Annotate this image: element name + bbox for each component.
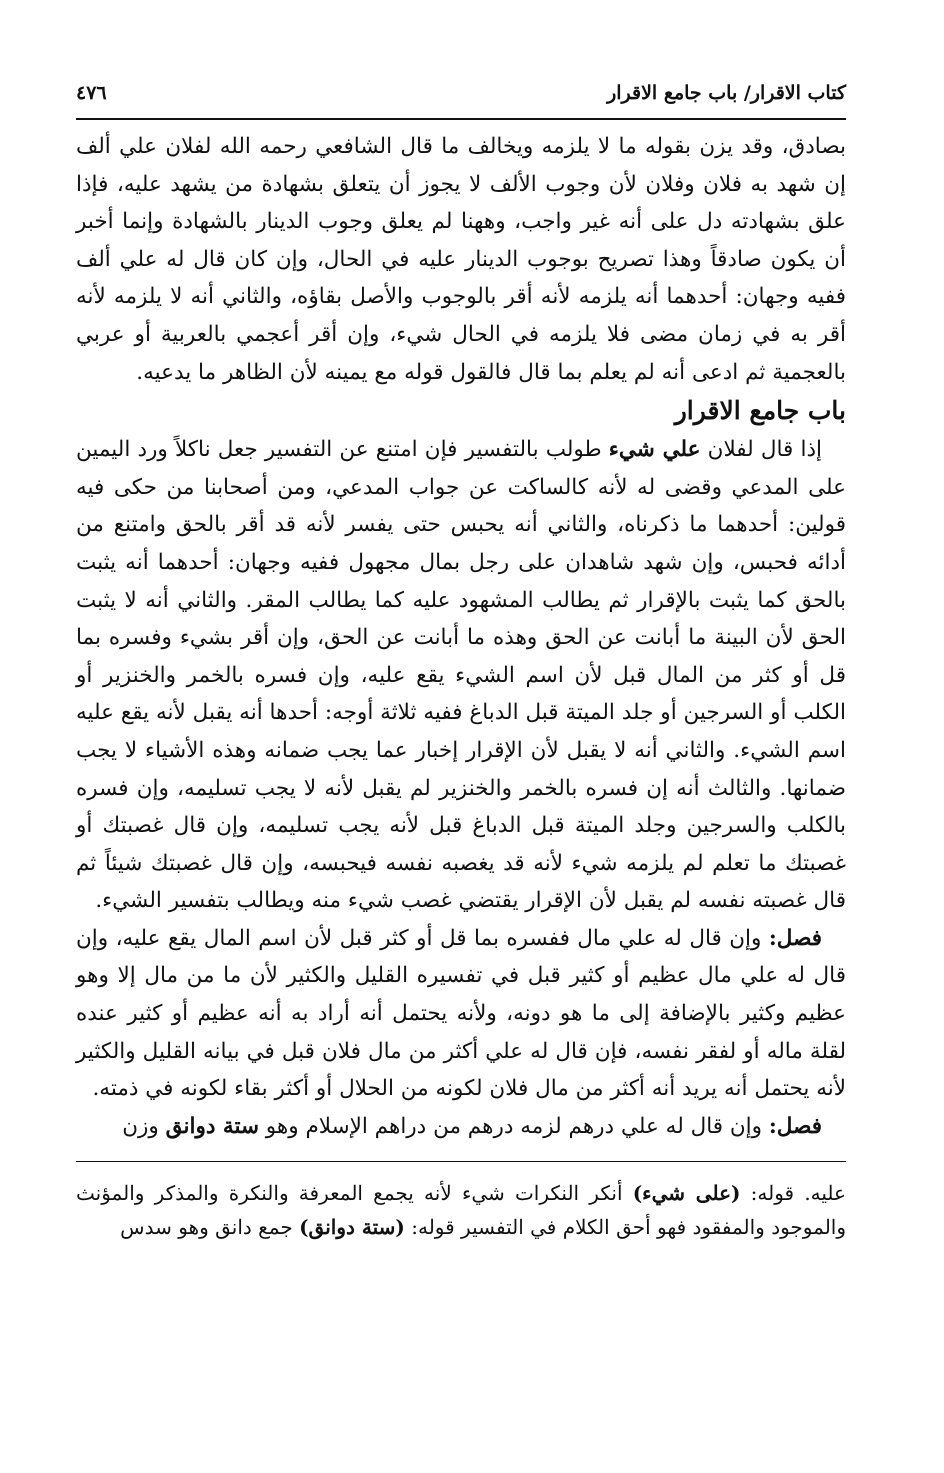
book-page bbox=[76, 82, 846, 1244]
fn-before: عليه. قوله: bbox=[740, 1181, 846, 1206]
fasl-paragraph-1 bbox=[76, 920, 846, 1108]
p3-keyword: ستة دوانق bbox=[165, 1113, 259, 1139]
chapter-title: باب جامع الاقرار bbox=[674, 396, 846, 426]
p1-before: إذا قال لفلان bbox=[700, 437, 822, 463]
p3-after: وزن bbox=[122, 1113, 166, 1139]
footnote-rule bbox=[76, 1161, 846, 1162]
running-title: كتاب الاقرار/ باب جامع الاقرار bbox=[607, 82, 846, 104]
chapter-paragraph-1 bbox=[76, 431, 846, 920]
fasl-paragraph-2 bbox=[76, 1108, 846, 1146]
fn-keyword-2: (ستة دوانق) bbox=[299, 1215, 405, 1240]
fasl-label-1: فصل: bbox=[768, 925, 822, 951]
p3-before: وإن قال له علي درهم لزمه درهم من دراهم الإسلام وهو bbox=[258, 1113, 769, 1139]
p1-after: طولب بالتفسير فإن امتنع عن التفسير جعل ناكلاً ورد اليمين على المدعي وقضى له لأنه كالساكت عن جواب المدعي، ومن أصحابنا من حكى فيه قولين: أحدهما ما ذكرناه، والثاني أنه يحبس حتى يفسر لأنه قد أقر بالحق وامتنع من أدائه فحبس، وإن شهد شاهدان على رجل بمال مجهول ففيه وجهان: أحدهما أنه يثبت بالحق كما يثبت بالإقرار ثم يطالب المشهود عليه كما يطالب المقر. والثاني أنه لا يثبت الحق لأن البينة ما أبانت عن الحق وهذه ما أبانت عن الحق، وإن أقر بشيء وفسره بما قل أو كثر من المال قبل لأن اسم الشيء يقع عليه، وإن فسره بالخمر والخنزير أو الكلب أو السرجين أو جلد الميتة قبل الدباغ ففيه ثلاثة أوجه: أحدها أنه يقبل لأنه يقع عليه اسم الشيء. والثاني أنه لا يقبل لأن الإقرار إخبار عما يجب ضمانه وهذه الأشياء لا يجب ضمانها. والثالث أنه إن فسره بالخمر والخنزير لم يقبل لأنه لا يجب تسليمه، وإن فسره بالكلب والسرجين وجلد الميتة قبل الدباغ قبل لأنه يجب تسليمه، وإن قال غصبتك أو غصبتك ما تعلم لم يلزمه شيء لأنه قد يغصبه نفسه فيحبسه، وإن قال غصبتك شيئاً ثم قال غصبته نفسه لم يقبل لأن الإقرار يقتضي غصب شيء منه ويطالب بتفسير الشيء. bbox=[76, 437, 846, 914]
fn-keyword-1: (على شيء) bbox=[632, 1181, 741, 1206]
fn-after: جمع دانق وهو سدس bbox=[120, 1215, 300, 1240]
fasl-label-2: فصل: bbox=[768, 1113, 822, 1139]
page-number: ٤٧٦ bbox=[76, 82, 107, 104]
fn-mid: أنكر النكرات شيء لأنه يجمع المعرفة والنكرة والمذكر والمؤنث والموجود والمفقود فهو أحق الكلام في التفسير قوله: bbox=[76, 1181, 846, 1240]
fasl-text-1: وإن قال له علي مال ففسره بما قل أو كثر قبل لأن اسم المال يقع عليه، وإن قال له علي مال عظيم أو كثير قبل في تفسيره القليل والكثير لأن ما من مال إلا وهو عظيم وكثير بالإضافة إلى ما هو دونه، ولأنه يحتمل أنه أراد به أنه عظيم أو كثير عنده لقلة ماله أو لفقر نفسه، فإن قال له علي أكثر من مال فلان قبل في بيانه القليل والكثير لأنه يحتمل أنه يريد أنه أكثر من مال فلان لكونه من الحلال أو أكثر بقاء لكونه في ذمته. bbox=[76, 925, 846, 1102]
footnotes bbox=[76, 1176, 846, 1244]
page-header bbox=[76, 82, 846, 116]
main-text bbox=[76, 128, 846, 1145]
p1-keyword: علي شيء bbox=[608, 437, 701, 463]
footnote-paragraph bbox=[76, 1176, 846, 1244]
header-rule bbox=[76, 118, 846, 120]
continued-paragraph: بصادق، وقد يزن بقوله ما لا يلزمه ويخالف ما قال الشافعي رحمه الله لفلان علي ألف إن شهد به فلان وفلان لأن وجوب الألف لا يجوز أن يتعلق بشهادة من يشهد عليه، فإذا علق بشهادته دل على أنه غير واجب، وههنا لم يعلق وجوب الدينار بالشهادة وإنما أخبر أن يكون صادقاً وهذا تصريح بوجوب الدينار عليه في الحال، وإن كان قال له علي ألف ففيه وجهان: أحدهما أنه يلزمه لأنه أقر بالوجوب والأصل بقاؤه، والثاني أنه لا يلزمه لأنه أقر به في زمان مضى فلا يلزمه في الحال شيء، وإن أقر أعجمي بالعربية أو عربي بالعجمية ثم ادعى أنه لم يعلم بما قال فالقول قوله مع يمينه لأن الظاهر ما يدعيه. bbox=[76, 134, 846, 385]
